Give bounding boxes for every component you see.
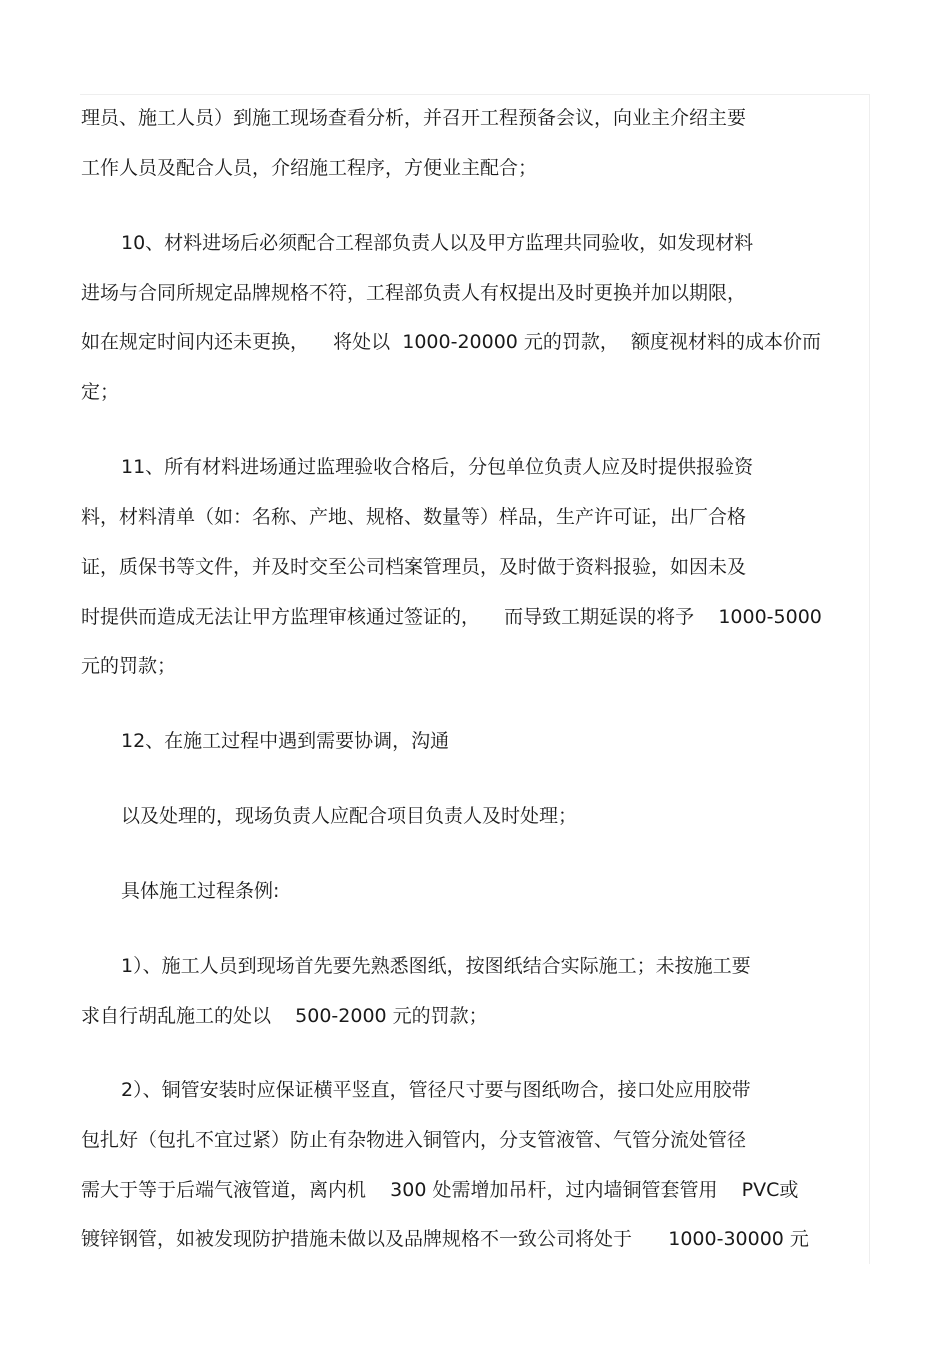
text-line: 工作人员及配合人员，介绍施工程序，方便业主配合；: [81, 157, 538, 179]
text-line: 料，材料清单（如：名称、产地、规格、数量等）样品，生产许可证，出厂合格: [81, 506, 747, 528]
text-line: 以及处理的，现场负责人应配合项目负责人及时处理；: [121, 805, 578, 827]
item-2-start: 2）、铜管安装时应保证横平竖直，管径尺寸要与图纸吻合，接口处应用胶带: [121, 1079, 751, 1101]
text-line: 元的罚款；: [81, 655, 177, 677]
item-1-start: 1）、施工人员到现场首先要先熟悉图纸，按图纸结合实际施工；未按施工要: [121, 955, 751, 977]
paragraph-11-start: 11、所有材料进场通过监理验收合格后，分包单位负责人应及时提供报验资: [121, 456, 754, 478]
text-line: 进场与合同所规定品牌规格不符，工程部负责人有权提出及时更换并加以期限，: [81, 282, 747, 304]
text-line: 理员、施工人员）到施工现场查看分析，并召开工程预备会议，向业主介绍主要: [81, 107, 747, 129]
text-line: 定；: [81, 381, 120, 403]
paragraph-12-start: 12、在施工过程中遇到需要协调，沟通: [121, 730, 450, 752]
text-line: 求自行胡乱施工的处以 500-2000 元的罚款；: [81, 1005, 488, 1027]
paragraph-10-start: 10、材料进场后必须配合工程部负责人以及甲方监理共同验收，如发现材料: [121, 232, 754, 254]
text-line: 镀锌钢管，如被发现防护措施未做以及品牌规格不一致公司将处于 1000-30000 元: [81, 1228, 809, 1250]
page-border-top: [80, 94, 870, 95]
page-border-right: [869, 94, 870, 1264]
text-line: 时提供而造成无法让甲方监理审核通过签证的， 而导致工期延误的将予 1000-5000: [81, 606, 822, 628]
section-heading: 具体施工过程条例:: [121, 880, 280, 902]
text-line: 需大于等于后端气液管道，离内机 300 处需增加吊杆，过内墙铜管套管用 PVC或: [81, 1179, 799, 1201]
text-line: 证，质保书等文件，并及时交至公司档案管理员，及时做于资料报验，如因未及: [81, 556, 747, 578]
text-line: 如在规定时间内还未更换， 将处以 1000-20000 元的罚款， 额度视材料的成本价而: [81, 331, 822, 353]
text-line: 包扎好（包扎不宜过紧）防止有杂物进入铜管内，分支管液管、气管分流处管径: [81, 1129, 747, 1151]
